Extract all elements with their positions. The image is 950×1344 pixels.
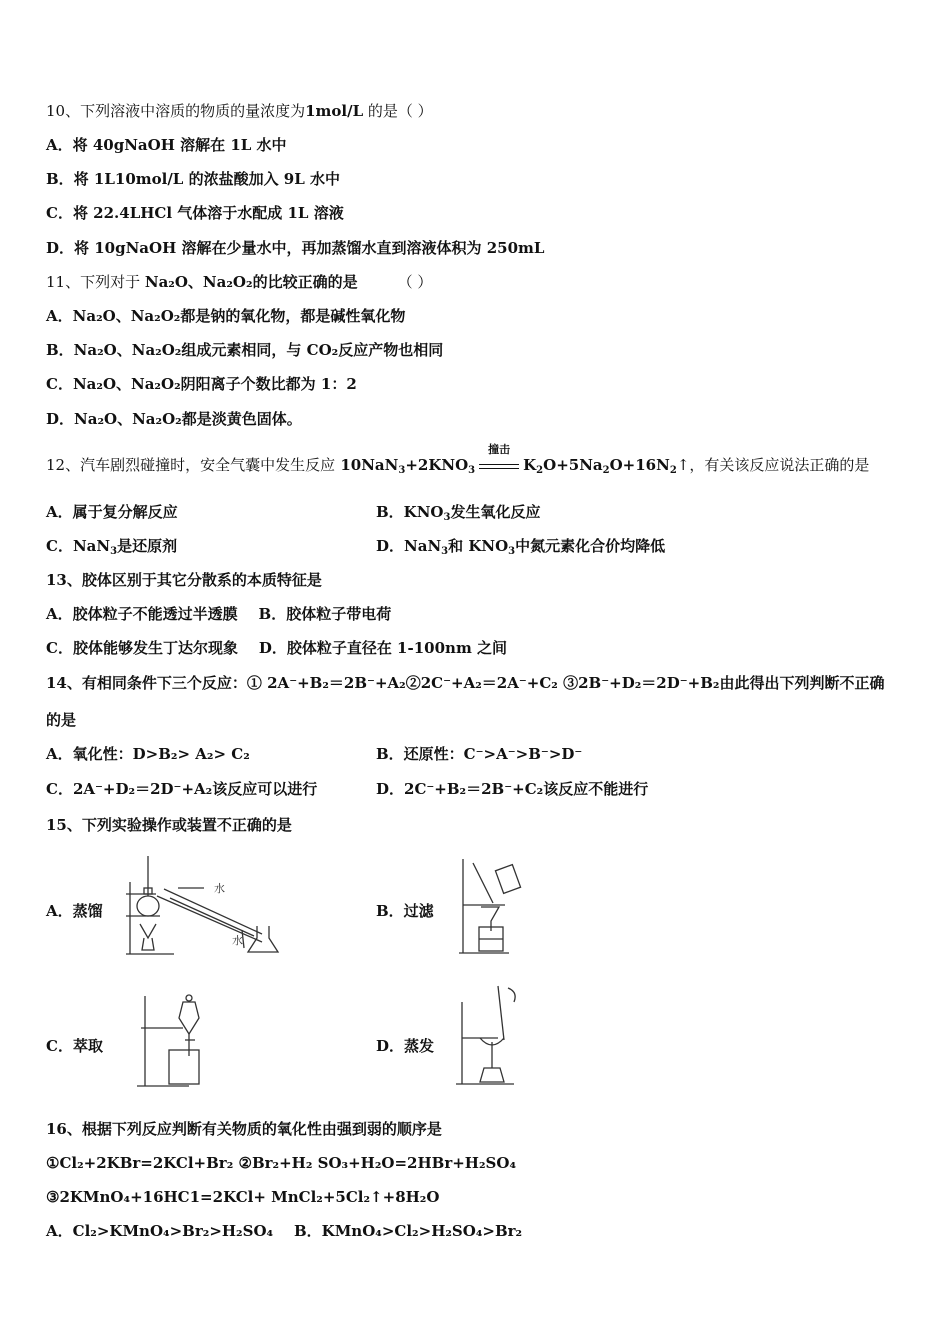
q14-a-text: A．氧化性：D (46, 745, 146, 763)
question-14-stem-cont (46, 710, 76, 730)
q14-stem-end: 的是 (46, 711, 77, 729)
q10-concentration: 1mol/L (305, 102, 364, 120)
q12-option-d: D．NaN$_3$和 $KNO_3$中氮元素化合价均降低 (376, 537, 666, 557)
q15-emphasis: 不正确 (216, 816, 262, 834)
q12-option-b: B．$KNO_3$发生氧化反应 (376, 503, 541, 523)
q14-option-d (376, 779, 648, 799)
q14-d-text: 该反应不能进行 (543, 780, 649, 798)
q11-d-text: 都是淡黄色固体。 (181, 410, 302, 428)
q11-c-text: 阴阳离子个数比都为 1：2 (180, 375, 357, 393)
q11-option-d (46, 409, 302, 429)
q16-reactions-1-2: ①Cl₂+2KBr=2KCl+Br₂ ②Br₂+H₂ SO₃+H₂O=2HBr+H₂SO₄ (46, 1154, 517, 1172)
q10-option-c: C．将 22.4LHCl 气体溶于水配成 1L 溶液 (46, 204, 344, 222)
question-12-stem: 12、汽车剧烈碰撞时，安全气囊中发生反应 $10NaN_3+2KNO_3$ 撞击 $K_2O+5Na_2O+16N_2↑$，有关该反应说法正确的是 (46, 455, 869, 476)
filtration-apparatus-image (455, 855, 525, 957)
question-11-stem (46, 272, 432, 292)
q12-b-formula: B．KNO (376, 503, 444, 521)
q13-options-cd: C．胶体能够发生丁达尔现象 D．胶体粒子直径在 1-100nm 之间 (46, 639, 508, 657)
q11-a-text: 都是钠的氧化物，都是碱性氧化物 (180, 307, 406, 325)
q12-c-text: 是还原剂 (117, 537, 178, 555)
q11-b-text: 组成元素相同，与 (181, 341, 307, 359)
q12-d-kno3: 和 KNO (448, 537, 509, 555)
q11-formula: Na₂O、Na₂O₂ (144, 273, 253, 291)
q11-b-co2: CO₂ (306, 341, 339, 359)
q10-stem-text: 10、下列溶液中溶质的物质的量浓度为 (46, 102, 306, 120)
q15-option-d: D．蒸发 (376, 1037, 435, 1055)
q12-c-formula: C．NaN (46, 537, 111, 555)
q16-stem-text: 16、根据下列反应判断有关物质的氧化性由强到弱的顺序是 (46, 1120, 442, 1138)
q12-k2o: K (523, 456, 537, 474)
q10-option-d: D．将 10gNaOH 溶解在少量水中，再加蒸馏水直到溶液体积为 250mL (46, 239, 545, 257)
q13-options-ab: A．胶体粒子不能透过半透膜 B．胶体粒子带电荷 (46, 605, 392, 623)
q14-b-text: B．还原性：C (376, 745, 476, 763)
q15-option-b: B．过滤 (376, 902, 434, 920)
q14-a-formula: >B₂> A₂> C₂ (145, 745, 250, 763)
question-14-stem (46, 673, 884, 693)
q12-option-c: C．NaN$_3$是还原剂 (46, 537, 178, 557)
q11-c-formula: C．Na₂O、Na₂O₂ (46, 375, 181, 393)
q12-na2o: O+5Na (543, 456, 603, 474)
q14-d-formula: D．2C⁻+B₂＝2B⁻+C₂ (376, 780, 544, 798)
q14-c-formula: C．2A⁻+D₂＝2D⁻+A₂ (46, 780, 213, 798)
q14-option-b (376, 744, 582, 764)
q13-stem-text: 13、胶体区别于其它分散系的本质特征是 (46, 571, 322, 589)
q14-c-text: 该反应可以进行 (212, 780, 318, 798)
q10-option-b: B．将 1L10mol/L 的浓盐酸加入 9L 水中 (46, 170, 341, 188)
q10-stem-end: 的是（ ） (363, 102, 433, 120)
q14-option-a (46, 744, 250, 764)
reaction-condition-arrow (479, 443, 519, 476)
extraction-apparatus-image (133, 988, 205, 1090)
q12-d-formula: D．NaN (376, 537, 442, 555)
water-outlet-label: 水 (232, 934, 243, 947)
q11-b-text-end: 反应产物也相同 (338, 341, 444, 359)
q14-reactions: ① 2A⁻+B₂＝2B⁻+A₂②2C⁻+A₂＝2A⁻+C₂ ③2B⁻+D₂＝2D⁻+B₂ (246, 674, 720, 692)
q15-stem-text: 15、下列实验操作或装置 (46, 816, 217, 834)
q15-option-c: C．萃取 (46, 1037, 103, 1055)
q12-nan3: 10NaN (340, 456, 399, 474)
q12-n2: O+16N (609, 456, 670, 474)
q16-options-ab: A．Cl₂>KMnO₄>Br₂>H₂SO₄ B．KMnO₄>Cl₂>H₂SO₄>Br₂ (46, 1222, 523, 1240)
q10-option-a: A．将 40gNaOH 溶解在 1L 水中 (46, 136, 287, 154)
q14-b-formula: ⁻>A⁻>B⁻>D⁻ (475, 745, 583, 763)
q11-answer-blank: （ ） (397, 273, 433, 291)
q15-option-a: A．蒸馏 (46, 902, 103, 920)
q12-d-text: 中氮元素化合价均降低 (515, 537, 666, 555)
q11-d-formula: D．Na₂O、Na₂O₂ (46, 410, 182, 428)
q12-b-text: 发生氧化反应 (450, 503, 541, 521)
q11-a-formula: A．Na₂O、Na₂O₂ (46, 307, 181, 325)
q12-option-a: A．属于复分解反应 (46, 503, 178, 521)
q11-stem-mid: 的比较正确的是 (252, 273, 358, 291)
q11-b-formula: B．Na₂O、Na₂O₂ (46, 341, 182, 359)
water-inlet-label: 水 (214, 882, 225, 895)
q14-stem-text: 14、有相同条件下三个反应： (46, 674, 247, 692)
question-10-stem (46, 101, 433, 121)
q14-stem-mid: 由此得出下列判断不正确 (719, 674, 885, 692)
reaction-condition-label: 撞击 (488, 443, 511, 456)
evaporation-apparatus-image (452, 982, 528, 1088)
q12-stem-text: 12、汽车剧烈碰撞时，安全气囊中发生反应 (46, 456, 336, 474)
distillation-apparatus-image (112, 852, 282, 960)
q14-option-c (46, 779, 317, 799)
q12-stem-end: ↑，有关该反应说法正确的是 (676, 456, 870, 474)
q16-reaction-3: ③2KMnO₄+16HC1=2KCl+ MnCl₂+5Cl₂↑+8H₂O (46, 1188, 440, 1206)
question-13-stem (46, 570, 322, 590)
q11-option-b (46, 340, 443, 360)
question-15-stem (46, 815, 292, 835)
q15-stem-end: 的是 (261, 816, 292, 834)
q11-option-c (46, 374, 357, 394)
q11-option-a (46, 306, 405, 326)
question-16-stem (46, 1119, 442, 1139)
q11-stem-text: 11、下列对于 (46, 273, 145, 291)
q12-kno3: +2KNO (405, 456, 469, 474)
